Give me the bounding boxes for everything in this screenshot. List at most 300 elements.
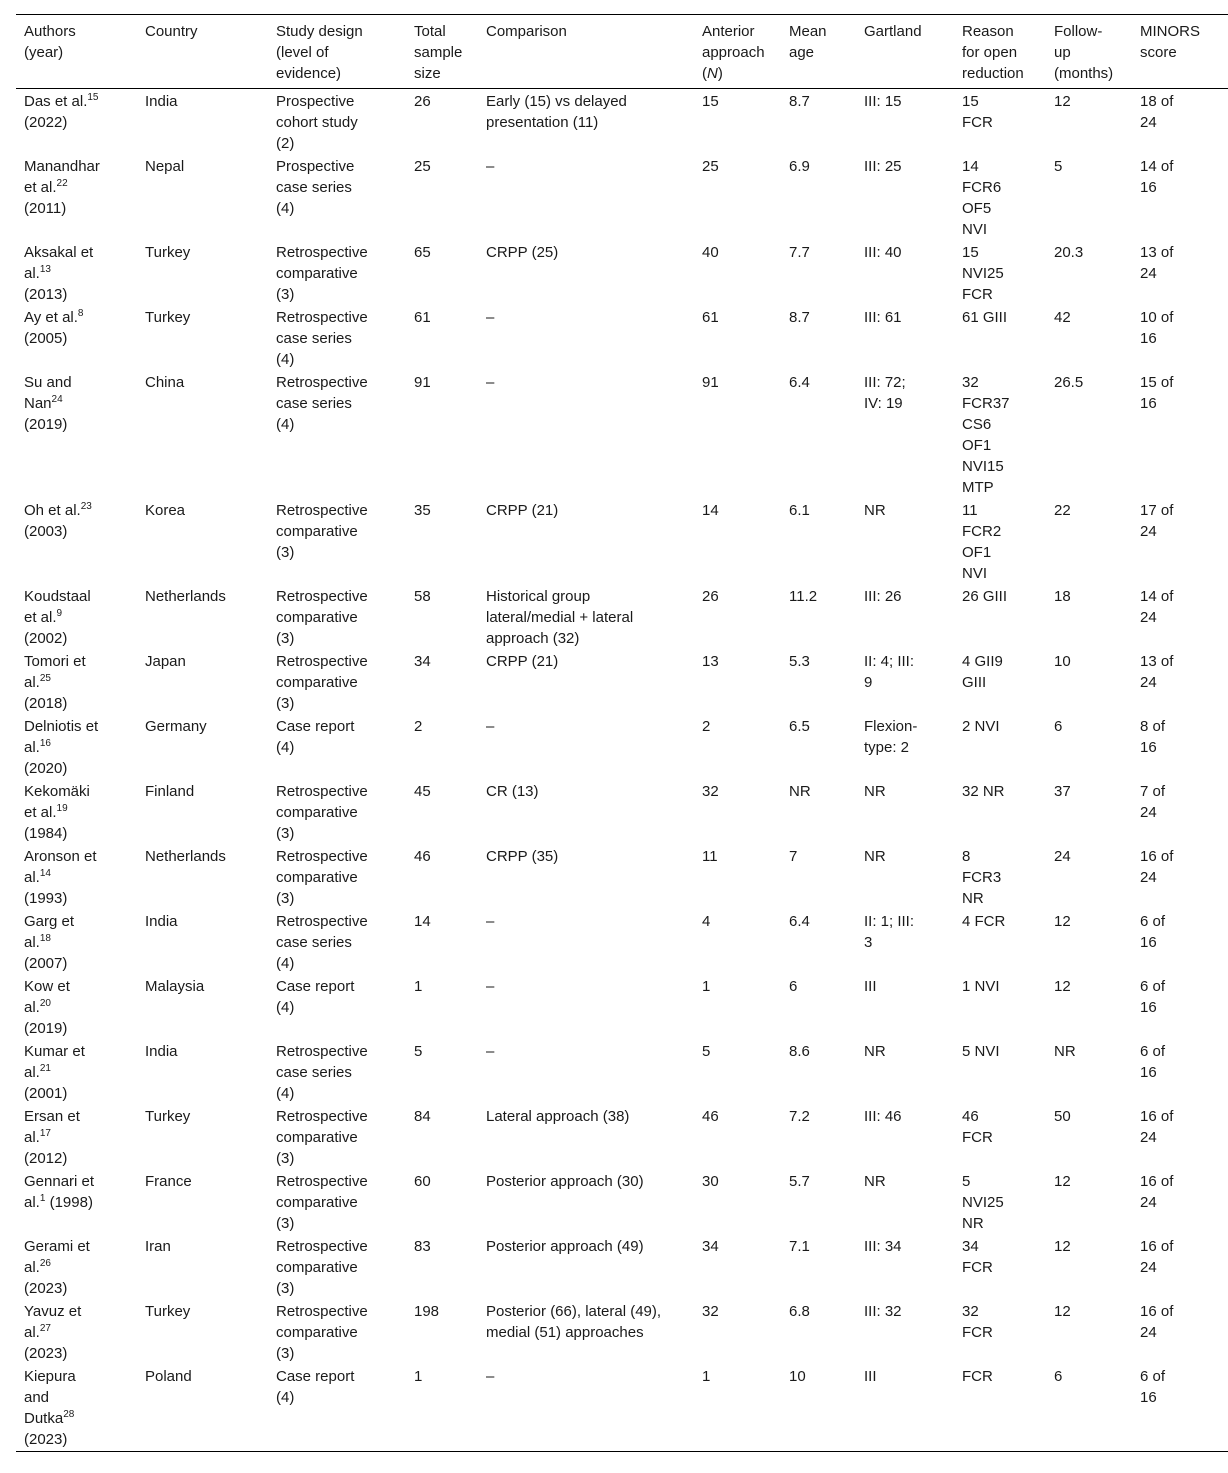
cell-age: 5.7 [789,1173,810,1190]
reference-number: 17 [39,1128,51,1139]
cell-author [16,1235,137,1300]
cell-country: France [145,1173,192,1190]
table-row [16,306,1228,371]
author-year: (2001) [24,1085,68,1102]
reference-number: 27 [39,1323,51,1334]
cell-author [16,585,137,650]
cell-design: Retrospective comparative (3) [276,244,368,303]
cell-gartland: NR [864,502,886,519]
cell-followup: 12 [1054,1173,1071,1190]
cell-design: Case report (4) [276,718,355,756]
cell-reason: 15 NVI25 FCR [962,244,1004,303]
cell-design: Retrospective case series (4) [276,1043,368,1102]
author-year: (2023) [24,1431,68,1448]
cell-total: 83 [414,1238,431,1255]
cell-gartland: III: 26 [864,588,902,605]
author-year: (2005) [24,330,68,347]
table-row [16,155,1228,241]
cell-total: 2 [414,718,423,735]
cell-gartland: NR [864,1043,886,1060]
cell-reason: 34 FCR [962,1238,993,1276]
author-year: (2003) [24,523,68,540]
cell-total: 61 [414,309,431,326]
cell-age: 7.7 [789,244,810,261]
cell-minors: 7 of 24 [1140,783,1166,821]
cell-minors: 6 of 16 [1140,1368,1166,1406]
cell-reason: 4 GII9 GIII [962,653,1003,691]
table-container [16,14,1228,1452]
reference-number: 1 [39,1193,46,1204]
cell-followup: 24 [1054,848,1071,865]
cell-country: Germany [145,718,207,735]
author-year: (1984) [24,825,68,842]
cell-anterior: 91 [702,374,719,391]
header-gartland: Gartland [864,23,922,40]
header-comparison: Comparison [486,23,567,40]
cell-gartland: II: 4; III: 9 [864,653,915,691]
cell-country: Finland [145,783,195,800]
cell-anterior: 4 [702,913,711,930]
reference-number: 24 [51,394,63,405]
cell-total: 1 [414,1368,423,1385]
reference-number: 28 [63,1409,75,1420]
header-authors: Authors (year) [24,23,76,61]
cell-age: 6 [789,978,798,995]
cell-age: 6.5 [789,718,810,735]
cell-reason: 32 NR [962,783,1005,800]
cell-country: Netherlands [145,848,226,865]
header-country: Country [145,23,198,40]
reference-number: 22 [56,178,68,189]
cell-reason: FCR [962,1368,993,1385]
cell-minors: 17 of 24 [1140,502,1174,540]
table-row [16,910,1228,975]
reference-number: 21 [39,1063,51,1074]
cell-anterior: 14 [702,502,719,519]
cell-anterior: 5 [702,1043,711,1060]
cell-country: India [145,913,178,930]
cell-country: Turkey [145,1108,191,1125]
table-row [16,1365,1228,1452]
cell-reason: 26 GIII [962,588,1008,605]
reference-number: 13 [39,264,51,275]
cell-total: 14 [414,913,431,930]
author-name: Manandhar et al. [24,158,100,196]
author-name: Yavuz et al. [24,1303,82,1341]
cell-comparison: Early (15) vs delayed presentation (11) [486,93,627,131]
cell-author [16,975,137,1040]
reference-number: 25 [39,673,51,684]
cell-followup: 12 [1054,1238,1071,1255]
cell-author [16,650,137,715]
cell-gartland: Flexion- type: 2 [864,718,918,756]
cell-age: 8.7 [789,309,810,326]
cell-age: 6.1 [789,502,810,519]
cell-gartland: III: 25 [864,158,902,175]
cell-minors: 15 of 16 [1140,374,1174,412]
author-name: Ersan et al. [24,1108,80,1146]
cell-age: 7.1 [789,1238,810,1255]
table-row [16,89,1228,156]
header-minors: MINORS score [1140,23,1200,61]
cell-age: 6.4 [789,913,810,930]
table-row [16,499,1228,585]
cell-design: Retrospective comparative (3) [276,1303,368,1362]
cell-author [16,306,137,371]
cell-followup: 5 [1054,158,1063,175]
table-row [16,1170,1228,1235]
cell-design: Retrospective case series (4) [276,309,368,368]
cell-reason: 2 NVI [962,718,1000,735]
cell-minors: 18 of 24 [1140,93,1174,131]
author-name: Aksakal et al. [24,244,94,282]
cell-anterior: 13 [702,653,719,670]
table-row [16,715,1228,780]
cell-total: 35 [414,502,431,519]
cell-anterior: 46 [702,1108,719,1125]
author-name: Kumar et al. [24,1043,85,1081]
author-name: Tomori et al. [24,653,86,691]
cell-design: Retrospective comparative (3) [276,502,368,561]
cell-comparison: CR (13) [486,783,539,800]
author-name: Su and Nan [24,374,72,412]
header-anterior-approach: Anterior approach (N) [702,23,765,82]
cell-minors: 14 of 24 [1140,588,1174,626]
cell-gartland: NR [864,783,886,800]
cell-total: 25 [414,158,431,175]
cell-comparison: – [486,1368,495,1385]
header-study-design: Study design (level of evidence) [276,23,363,82]
cell-country: Malaysia [145,978,205,995]
cell-country: India [145,93,178,110]
cell-reason: 32 FCR37 CS6 OF1 NVI15 MTP [962,374,1010,496]
cell-reason: 15 FCR [962,93,993,131]
cell-anterior: 30 [702,1173,719,1190]
cell-comparison: – [486,158,495,175]
cell-author [16,1040,137,1105]
cell-design: Case report (4) [276,1368,355,1406]
table-row [16,1105,1228,1170]
cell-country: Korea [145,502,186,519]
cell-design: Retrospective comparative (3) [276,653,368,712]
cell-total: 1 [414,978,423,995]
cell-anterior: 1 [702,1368,711,1385]
cell-country: Turkey [145,244,191,261]
cell-followup: 20.3 [1054,244,1084,261]
cell-design: Retrospective comparative (3) [276,588,368,647]
cell-author [16,715,137,780]
author-year: (2023) [24,1280,68,1297]
reference-number: 8 [77,308,84,319]
cell-design: Retrospective comparative (3) [276,1173,368,1232]
cell-gartland: III: 15 [864,93,902,110]
cell-followup: 12 [1054,978,1071,995]
cell-anterior: 11 [702,848,718,865]
cell-followup: 50 [1054,1108,1071,1125]
cell-age: 5.3 [789,653,810,670]
cell-followup: 12 [1054,93,1071,110]
reference-number: 16 [39,738,51,749]
cell-comparison: CRPP (21) [486,653,559,670]
author-name: Das et al. [24,93,88,110]
cell-age: 8.6 [789,1043,810,1060]
cell-minors: 13 of 24 [1140,653,1174,691]
table-body [16,89,1228,1452]
cell-country: India [145,1043,178,1060]
table-row [16,1235,1228,1300]
cell-minors: 16 of 24 [1140,1238,1174,1276]
cell-author [16,1365,137,1452]
cell-comparison: – [486,718,495,735]
cell-reason: 61 GIII [962,309,1008,326]
header-total-sample: Total sample size [414,23,463,82]
header-mean-age: Mean age [789,23,827,61]
cell-author [16,1170,137,1235]
cell-followup: NR [1054,1043,1076,1060]
cell-gartland: II: 1; III: 3 [864,913,915,951]
cell-design: Retrospective case series (4) [276,913,368,972]
cell-gartland: III: 46 [864,1108,902,1125]
header-row [16,15,1228,89]
cell-total: 60 [414,1173,431,1190]
studies-table [16,14,1228,1452]
table-row [16,241,1228,306]
table-row [16,1040,1228,1105]
author-name: Delniotis et al. [24,718,99,756]
author-name: Kekomäki et al. [24,783,90,821]
reference-number: 18 [39,933,51,944]
cell-anterior: 26 [702,588,719,605]
cell-reason: 46 FCR [962,1108,993,1146]
cell-total: 45 [414,783,431,800]
header-follow-up: Follow- up (months) [1054,23,1114,82]
cell-total: 58 [414,588,431,605]
cell-gartland: III: 32 [864,1303,902,1320]
cell-total: 84 [414,1108,431,1125]
author-name: Koudstaal et al. [24,588,91,626]
cell-design: Case report (4) [276,978,355,1016]
cell-total: 198 [414,1303,440,1320]
author-year: (2020) [24,760,68,777]
cell-comparison: Lateral approach (38) [486,1108,630,1125]
author-name: Kow et al. [24,978,70,1016]
reference-number: 20 [39,998,51,1009]
cell-age: 7.2 [789,1108,810,1125]
cell-gartland: NR [864,1173,886,1190]
cell-author [16,845,137,910]
author-year: (2022) [24,114,68,131]
author-name: Garg et al. [24,913,75,951]
cell-reason: 11 FCR2 OF1 NVI [962,502,1002,582]
reference-number: 9 [56,608,63,619]
cell-age: 6.4 [789,374,810,391]
cell-comparison: Posterior approach (30) [486,1173,644,1190]
cell-reason: 4 FCR [962,913,1006,930]
author-year: (2018) [24,695,68,712]
cell-followup: 6 [1054,1368,1063,1385]
table-row [16,780,1228,845]
author-year: (2023) [24,1345,68,1362]
cell-minors: 13 of 24 [1140,244,1174,282]
cell-comparison: Historical group lateral/medial + lateral approach (32) [486,588,634,647]
author-year: (2013) [24,286,68,303]
cell-minors: 16 of 24 [1140,1173,1174,1211]
cell-age: 6.8 [789,1303,810,1320]
author-name: Kiepura and Dutka [24,1368,76,1427]
cell-country: Poland [145,1368,192,1385]
cell-country: Nepal [145,158,185,175]
author-name: Gerami et al. [24,1238,90,1276]
cell-minors: 6 of 16 [1140,913,1166,951]
cell-author [16,910,137,975]
cell-author [16,155,137,241]
cell-design: Prospective cohort study (2) [276,93,358,152]
cell-comparison: – [486,913,495,930]
author-name: Ay et al. [24,309,78,326]
cell-comparison: – [486,978,495,995]
table-row [16,1300,1228,1365]
cell-followup: 37 [1054,783,1071,800]
author-name: Aronson et al. [24,848,97,886]
cell-gartland: III: 40 [864,244,902,261]
author-year: (2019) [24,1020,68,1037]
cell-age: NR [789,783,811,800]
cell-minors: 6 of 16 [1140,1043,1166,1081]
cell-total: 65 [414,244,431,261]
cell-comparison: CRPP (25) [486,244,559,261]
cell-author [16,1300,137,1365]
cell-anterior: 2 [702,718,711,735]
cell-gartland: III: 61 [864,309,902,326]
cell-followup: 12 [1054,1303,1071,1320]
cell-minors: 16 of 24 [1140,1108,1174,1146]
cell-comparison: – [486,309,495,326]
cell-design: Retrospective comparative (3) [276,1108,368,1167]
cell-total: 34 [414,653,431,670]
cell-minors: 16 of 24 [1140,848,1174,886]
cell-comparison: Posterior (66), lateral (49), medial (51) approaches [486,1303,662,1341]
cell-comparison: CRPP (35) [486,848,559,865]
cell-comparison: – [486,1043,495,1060]
cell-followup: 26.5 [1054,374,1084,391]
cell-minors: 8 of 16 [1140,718,1166,756]
cell-total: 91 [414,374,431,391]
cell-design: Retrospective comparative (3) [276,783,368,842]
cell-author [16,371,137,499]
author-name: Oh et al. [24,502,81,519]
cell-design: Retrospective comparative (3) [276,848,368,907]
author-year: (1998) [45,1194,93,1211]
cell-gartland: NR [864,848,886,865]
cell-minors: 16 of 24 [1140,1303,1174,1341]
cell-country: Japan [145,653,186,670]
author-year: (1993) [24,890,68,907]
cell-anterior: 15 [702,93,719,110]
cell-anterior: 34 [702,1238,719,1255]
cell-anterior: 1 [702,978,711,995]
cell-followup: 6 [1054,718,1063,735]
cell-total: 46 [414,848,431,865]
cell-country: Netherlands [145,588,226,605]
cell-reason: 5 NVI25 NR [962,1173,1004,1232]
table-row [16,585,1228,650]
author-name: Gennari et al. [24,1173,95,1211]
cell-author [16,1105,137,1170]
author-year: (2002) [24,630,68,647]
table-row [16,975,1228,1040]
cell-age: 8.7 [789,93,810,110]
cell-followup: 22 [1054,502,1071,519]
cell-design: Retrospective case series (4) [276,374,368,433]
cell-reason: 8 FCR3 NR [962,848,1002,907]
cell-gartland: III [864,978,877,995]
cell-reason: 32 FCR [962,1303,993,1341]
author-year: (2007) [24,955,68,972]
cell-minors: 6 of 16 [1140,978,1166,1016]
cell-gartland: III: 72; IV: 19 [864,374,906,412]
cell-minors: 14 of 16 [1140,158,1174,196]
reference-number: 26 [39,1258,51,1269]
cell-design: Retrospective comparative (3) [276,1238,368,1297]
cell-age: 6.9 [789,158,810,175]
cell-comparison: – [486,374,495,391]
cell-minors: 10 of 16 [1140,309,1174,347]
cell-author [16,780,137,845]
cell-gartland: III: 34 [864,1238,902,1255]
cell-followup: 10 [1054,653,1071,670]
cell-total: 5 [414,1043,423,1060]
cell-age: 7 [789,848,798,865]
author-year: (2019) [24,416,68,433]
cell-gartland: III [864,1368,877,1385]
reference-number: 19 [56,803,68,814]
reference-number: 14 [39,868,51,879]
cell-anterior: 25 [702,158,719,175]
author-year: (2011) [24,200,67,217]
reference-number: 15 [87,92,99,103]
cell-country: Turkey [145,1303,191,1320]
cell-total: 26 [414,93,431,110]
header-reason: Reason for open reduction [962,23,1024,82]
cell-country: China [145,374,185,391]
cell-anterior: 40 [702,244,719,261]
cell-reason: 14 FCR6 OF5 NVI [962,158,1002,238]
cell-design: Prospective case series (4) [276,158,355,217]
cell-author [16,241,137,306]
cell-reason: 5 NVI [962,1043,1000,1060]
cell-followup: 42 [1054,309,1071,326]
cell-followup: 12 [1054,913,1071,930]
cell-country: Turkey [145,309,191,326]
cell-age: 11.2 [789,588,818,605]
table-row [16,371,1228,499]
reference-number: 23 [80,501,92,512]
table-row [16,650,1228,715]
cell-comparison: Posterior approach (49) [486,1238,644,1255]
cell-comparison: CRPP (21) [486,502,559,519]
cell-reason: 1 NVI [962,978,1000,995]
cell-country: Iran [145,1238,171,1255]
cell-followup: 18 [1054,588,1071,605]
cell-author [16,89,137,156]
author-year: (2012) [24,1150,68,1167]
cell-anterior: 32 [702,1303,719,1320]
table-row [16,845,1228,910]
cell-author [16,499,137,585]
cell-anterior: 61 [702,309,719,326]
cell-age: 10 [789,1368,806,1385]
cell-anterior: 32 [702,783,719,800]
